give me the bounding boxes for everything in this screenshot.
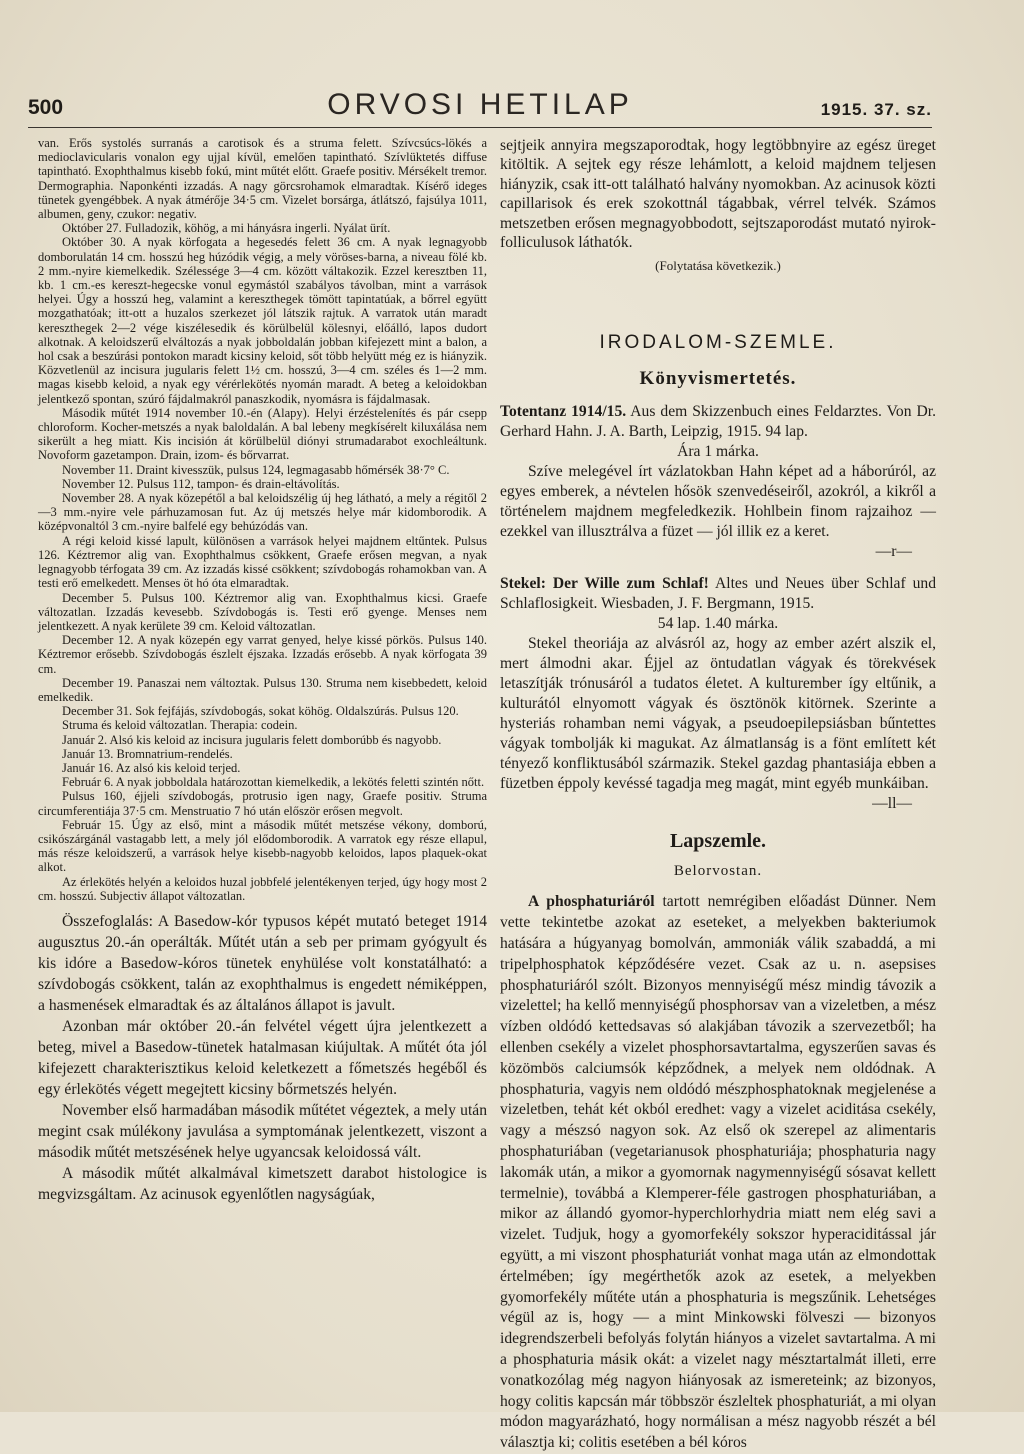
lapszemle-title: Lapszemle. <box>669 830 767 853</box>
review-price: Ára 1 márka. <box>677 443 759 461</box>
continued-note: (Folytatása következik.) <box>655 258 781 274</box>
continuation <box>500 136 936 252</box>
paragraph: December 31. Sok fejfájás, szívdobogás, sokat köhög. Oldalszúrás. Pulsus 120. <box>62 704 459 719</box>
section-title: IRODALOM-SZEMLE. <box>599 332 837 354</box>
journal-title: ORVOSI HETILAP <box>327 88 633 121</box>
review-citation: Altes und Neues über Schlaf und Schlaflosigkeit. Wiesbaden, J. F. Bergmann, 1915. <box>500 575 936 613</box>
summary <box>38 911 487 1205</box>
left-column <box>38 136 487 1398</box>
article-heading: A phosphaturiáról <box>528 893 655 911</box>
paragraph: van. Erős systolés surranás a carotisok és a struma felett. Szívcsúcs-lökés a medioclavicularis vonalon egy ujjal kívül, emelően tapintható. Szívlüktetés diffuse tapintható. Exophthalmus kisebb fokú, mint műtét előtt. Graefe positiv. Mérsékelt tremor. Dermographia. Naponkénti izzadás. A nagy görcsrohamok elmaradtak. Kísérő ideges tünetek gyengébbek. A nyak átmérője 34·5 cm. Vizelet borsárga, átlátszó, fajsúlya 1011, albumen, geny, czukor: negativ. <box>38 136 487 222</box>
article-body: tartott nemrégiben előadást Dünner. Nem vette tekintetbe azokat az eseteket, a melyekben bakteriumok hatására a húgyanyag bomolván, ammoniák válik szabaddá, a mi tripelphosphatok képződésére vezet. Csak az u. n. asepsises phosphaturiáról szólt. Bizonyos mennyiségű mész mindig távozik a vizelettel; ha kellő mennyiségű phosphorsav van a vizeletben, a mész vízben oldódó kettedsavas só alakjában távozik a szervezetből; ha ellenben csekély a vizelet phosphorsavtartalma, egyszerűen savas és közömbös calciumsók képződnek, a melyek nem oldódnak. A phosphaturia, vagyis nem oldódó mészphosphatoknak megjelenése a vizeletben, tehát két okból eredhet: vagy a vizelet aciditása csekély, vagy a mészsó nagyon sok. Az első ok szerepel az alimentaris phosphaturiában (vegetarianusok phosphaturiája; phosphaturia nagy lakomák után, a mikor a gyomornak nagymennyiségű sósavat kellett termelnie), továbbá a Klemperer-féle gastrogen phosphaturiában, a mikor az állandó gyomor-hyperchlorhydria miatt nem elég savi a vizelet. Tudjuk, hogy a gyomorfekély sokszor hyperaciditással jár együtt, a mi viszont phosphaturiát vonhat maga után az elmondottak értelmében; így megérthetők azok az esetek, a melyekben gyomorfekély műtéte után a phosphaturia is megszűnik. Lehetséges végül az is, hogy — a mint Minkowski fölveszi — bizonyos idegrendszerbeli befolyás folytán hiányos a vizelet savtartalma. A mi a phosphaturia másik okát: a vizelet nagy mésztartalmát illeti, erre vonatkozólag még nagyon hiányosak az ismereteink; az bizonyos, hogy colitis kapcsán már többször észleltek phosphaturiát, a mi olyan módon magyarázható, hogy normálisan a mész nagyobb részét a bél választja ki; colitis esetében a bél kóros <box>500 893 936 1452</box>
summary-paragraph: Összefoglalás: A Basedow-kór typusos képét mutató beteget 1914 augusztus 20.-án operálták. Műtét után a seb per primam gyógyult és kis idóre a Basedow-kóros tünetek enyhülése volt konstatálható: a szívdobogás csökkent, talán az exophthalmus is engedett némiképpen, a hasmenések elmaradtak és az általános állapot is javult. <box>38 912 487 1014</box>
paragraph: Január 16. Az alsó kis keloid terjed. <box>62 760 241 775</box>
review-2 <box>500 574 936 814</box>
paragraph: December 19. Panaszai nem változtak. Pulsus 130. Struma nem kisebbedett, keloid emelkedik. <box>38 675 487 704</box>
header-rule <box>28 127 932 128</box>
case-notes <box>38 136 487 903</box>
review-1 <box>500 402 936 562</box>
review-signature: —ll— <box>872 795 912 813</box>
paragraph: Október 27. Fulladozik, köhög, a mi hányásra ingerli. Nyálat ürít. <box>62 221 391 236</box>
review-heading: Totentanz 1914/15. <box>500 403 627 421</box>
paragraph: Január 2. Alsó kis keloid az incisura jugularis felett domborúbb és nagyobb. <box>62 732 442 747</box>
review-citation: Aus dem Skizzenbuch eines Feldarztes. Von Dr. Gerhard Hahn. J. A. Barth, Leipzig, 1915. 94 lap. <box>500 403 936 441</box>
paragraph: Október 30. A nyak körfogata a hegesedés felett 36 cm. A nyak legnagyobb domborulatán 14 cm. hosszú heg húzódik végig, a mely vöröses-barna, a niveau fölé kb. 2 mm.-nyire kiemelkedik. Szélessége 3—4 cm. között váltakozik. Ezzel keresztben 11, kb. 1 cm.-es kereszt-hegecske vonul egymástól szabályos távolban, mint a varrások helyei. Úgy a hosszú heg, valamint a kereszthegek tömött tapintatúak, a bőrrel együtt mozgathatóak; itt-ott a huzalos szerkezet jól látszik rajtuk. A varratok után maradt kereszthegek 2—2 vége kiszélesedik és körülbelül kölesnyi, előálló, lapos dudort alkotnak. A keloidszerű elváltozás a nyak jobboldalán jobban kifejezett mint a balon, a hol csak a beszúrási pontokon maradt kicsiny keloid, sőt több helyütt még ez is hiányzik. Közvetlenül az incisura jugularis felett 1½ cm. hosszú, 3—4 cm. széles és 1—2 mm. magas kisebb keloid, a nyak egy vérérlekötés nyomán maradt. A beteg a keloidokban jelentkező spontan, szúró fájdalmakról panaszkodik, nyomásra is fájdalmasak. <box>38 235 487 406</box>
paragraph: Struma és keloid változatlan. Therapia: codein. <box>62 718 298 733</box>
lapszemle-subtitle: Belorvostan. <box>673 863 763 880</box>
review-body: Stekel theoriája az alvásról az, hogy az ember azért alszik el, mert álmodni akar. Éjjel az öntudatlan vágyak és törekvések letaszítják trónusáról a tudatos életet. A kulturember így eltűnik, a kulturától elnyomott vágyak és ösztönök kitörnek. Szerinte a hysteriás rohamban nemi vágyak, a pseudoepilepsiásban bűntettes vágyak tombolják ki magukat. Az álmatlanság is a fönt említett két tényező konfliktusából származik. Stekel gazdag phantasiája ebben a füzetben éppoly kevéssé tagadja meg magát, mint egyéb munkáiban. <box>500 635 936 793</box>
summary-paragraph: Azonban már október 20.-án felvétel végett újra jelentkezett a beteg, mivel a Basedow-tünetek hatalmasan kiújultak. A műtét óta jól kifejezett charakterisztikus keloid keletkezett a főmetszés hegéből és egy érlekötés végett megejtett kicsiny bőrmetszés helyén. <box>38 1017 487 1098</box>
paragraph: November 11. Draint kivesszük, pulsus 124, legmagasabb hőmérsék 38·7° C. <box>62 462 450 477</box>
paragraph: November 28. A nyak közepétől a bal keloidszélig új heg látható, a mely a régitől 2—3 mm.-nyire vele párhuzamosan fut. Az új metszés helye már kidomborodik. A középvonaltól 3 cm.-nyire balfelé egy behúzódás van. <box>38 491 487 534</box>
paragraph: Az érlekötés helyén a keloidos huzal jobbfelé jelentékenyen terjed, úgy hogy most 2 cm. hosszú. Subjectiv állapot változatlan. <box>38 874 487 903</box>
page-number: 500 <box>28 96 64 119</box>
summary-paragraph: A második műtét alkalmával kimetszett darabot histologice is megvizsgáltam. Az acinusok egyenlőtlen nagyságúak, <box>38 1164 487 1203</box>
subsection-title: Könyvismertetés. <box>639 368 797 390</box>
issue-number: 1915. 37. sz. <box>820 100 932 119</box>
paragraph: Február 15. Úgy az első, mint a második műtét metszése vékony, domború, csikószárgánál vastagabb lett, a mely jól elődomborodik. A varratok egy része ellapul, más része keloidszerű, a varrások helye kisebb-nagyobb keloidos, lapos plaquek-okat alkot. <box>38 817 487 875</box>
right-column <box>500 136 936 1452</box>
paragraph: Január 13. Bromnatrium-rendelés. <box>62 746 233 761</box>
phosphaturia-article <box>500 892 936 1454</box>
review-body: Szíve melegével írt vázlatokban Hahn képet ad a háborúról, az egyes emberek, a névtelen hősök szenvedéseiről, azokról, a kikről a történelem majdnem megfeledkezik. Hohlbein finom rajzaihoz — ezekkel van illusztrálva a füzet — jól illik ez a keret. <box>500 463 936 541</box>
paragraph: November 12. Pulsus 112, tampon- és drain-eltávolítás. <box>62 476 340 491</box>
paragraph: Február 6. A nyak jobboldala határozottan kiemelkedik, a lekötés feletti szintén nőtt. <box>62 775 485 790</box>
paragraph: Második műtét 1914 november 10.-én (Alapy). Helyi érzéstelenítés és pár csepp chloroform. Kocher-metszés a nyak baloldalán. A bal lebeny megkísérelt kiluxálása nem sikerült a heg miatt. Kis incisión át körülbelül diónyi strumadarabot exochleáltunk. Novoform gazetampon. Drain, izom- és bőrvarrat. <box>38 405 487 463</box>
summary-paragraph: November első harmadában második műtétet végeztek, a mely után megint csak múlékony javulása a symptomának jelentkezett, viszont a második műtét metszésének helye ugyancsak keloidossá vált. <box>38 1101 487 1161</box>
page-header <box>28 88 932 128</box>
review-signature: —r— <box>875 543 912 561</box>
paragraph: December 5. Pulsus 100. Kéztremor alig van. Exophthalmus kicsi. Graefe változatlan. Izzadás kevesebb. Szívdobogás is. Testi erő gyenge. Menses nem jelentkezett. A nyak kerülete 39 cm. Keloid változatlan. <box>38 590 487 633</box>
continuation-paragraph: sejtjeik annyira megszaporodtak, hogy legtöbbnyire az egész üreget kitöltik. A sejtek egy része lehámlott, a keloid majdnem teljesen hiányzik, csak itt-ott található halvány nyomokban. Az acinusok közti capillarisok és erek szokottnál tágabbak, vérrel telvék. Számos metszetben erősen megnagyobbodott, sejtszaporodást mutató nyirok-folliculusok láthatók. <box>500 137 936 252</box>
paragraph: Pulsus 160, éjjeli szívdobogás, protrusio igen nagy, Graefe positiv. Struma circumferentiája 37·5 cm. Menstruatio 7 hó után először erősen megvolt. <box>38 789 487 818</box>
review-heading: Stekel: Der Wille zum Schlaf! <box>500 575 709 593</box>
paragraph: A régi keloid kissé lapult, különösen a varrások helyei majdnem eltűntek. Pulsus 126. Kéztremor alig van. Exophthalmus csökkent, Graefe erősen megvan, a nyak legnagyobb térfogata 39 cm. Az izzadás kissé csökkent; szívdobogás rohamokban van. A testi erő emelkedett. Menses öt hó óta elmaradtak. <box>38 533 487 591</box>
paragraph: December 12. A nyak közepén egy varrat genyed, helye kissé pörkös. Pulsus 140. Kéztremor erősebb. Szívdobogás észlelt éjszaka. Izzadás erősebb. A nyak körfogata 39 cm. <box>38 633 487 676</box>
review-price: 54 lap. 1.40 márka. <box>657 615 779 633</box>
